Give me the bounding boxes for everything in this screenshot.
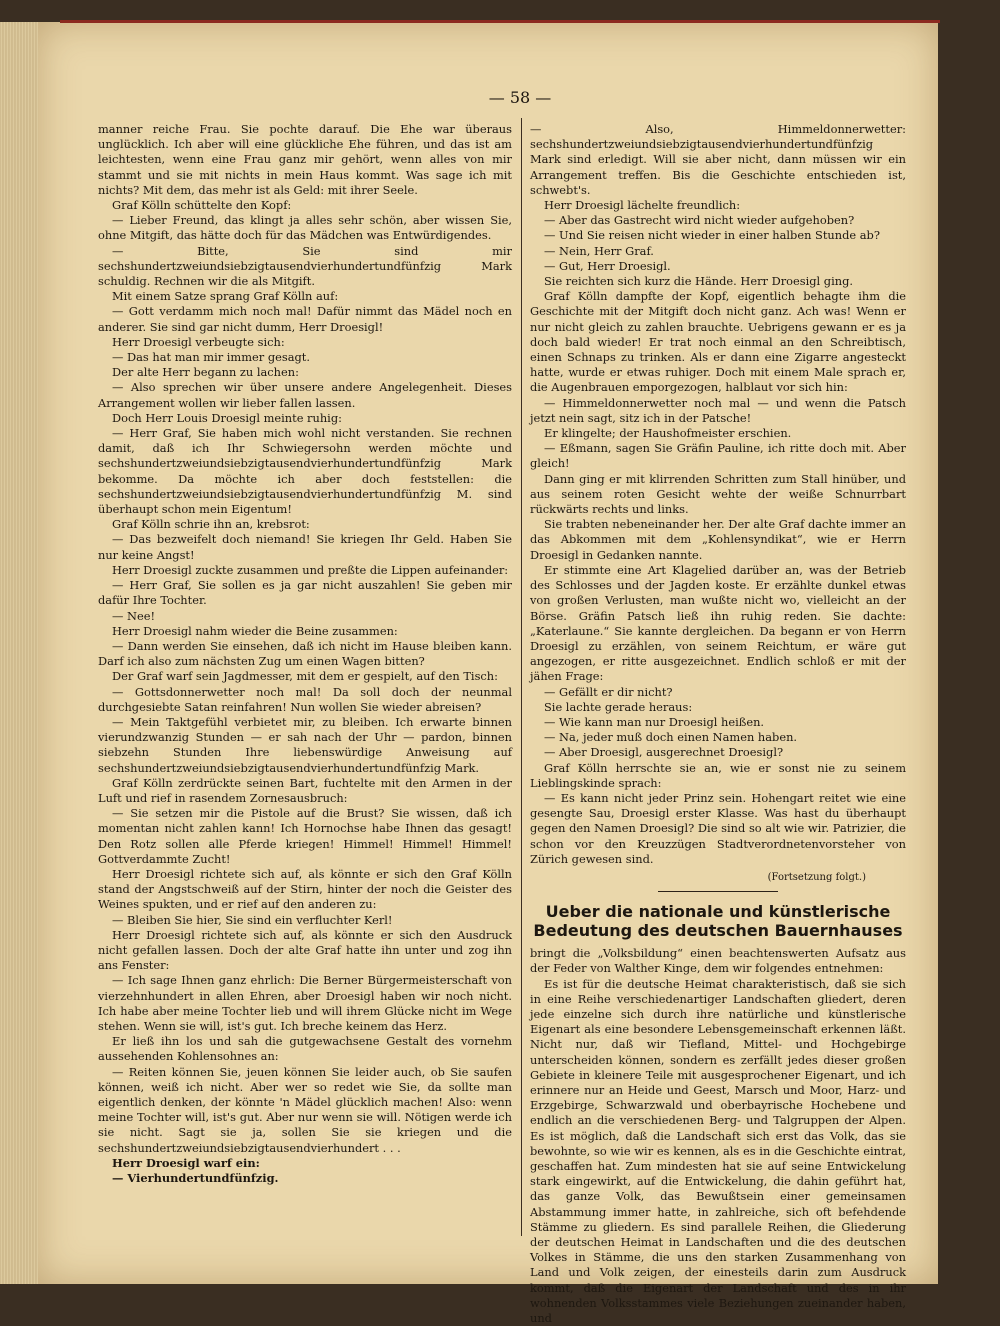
paragraph: — Das bezweifelt doch niemand! Sie kriegen Ihr Geld. Haben Sie nur keine Angst! bbox=[98, 532, 512, 562]
paragraph: — Also sprechen wir über unsere andere Angelegenheit. Dieses Arrangement wollen wir lieber fallen lassen. bbox=[98, 380, 512, 410]
paragraph: Der Graf warf sein Jagdmesser, mit dem er gespielt, auf den Tisch: bbox=[112, 669, 498, 684]
paragraph: — Na, jeder muß doch einen Namen haben. bbox=[544, 730, 798, 745]
paragraph: — Nein, Herr Graf. bbox=[544, 243, 654, 258]
paragraph: — Eßmann, sagen Sie Gräfin Pauline, ich ritte doch mit. Aber gleich! bbox=[530, 441, 906, 471]
paragraph: — Gottsdonnerwetter noch mal! Da soll doch der neunmal durchgesiebte Satan reinfahren! Nun wollen Sie wieder abreisen? bbox=[98, 684, 512, 714]
paragraph: Graf Kölln herrschte sie an, wie er sonst nie zu seinem Lieblingskinde sprach: bbox=[530, 760, 906, 790]
paragraph: manner reiche Frau. Sie pochte darauf. Die Ehe war überaus unglücklich. Ich aber will eine glückliche Ehe führen, und das ist am leichtesten, wenn eine Frau ganz mir gehört, wenn alles von mir stammt und sie mit nichts in mein Haus kommt. Was sage ich mit nichts? Mit dem, das mehr ist als Geld: mit ihrer Seele. bbox=[98, 122, 512, 197]
paragraph: — Es kann nicht jeder Prinz sein. Hohengart reitet wie eine gesengte Sau, Droesigl erster Klasse. Was hast du überhaupt gegen den Namen Droesigl? Die sind so alt wie wir. Patrizier, die schon vor den Kreuzzügen Stadtverordnetenvorsteher von Zürich gewesen sind. bbox=[530, 790, 906, 866]
paragraph: — Das hat man mir immer gesagt. bbox=[112, 350, 310, 365]
right-column bbox=[530, 122, 906, 1326]
paragraph: — Bleiben Sie hier, Sie sind ein verfluchter Kerl! bbox=[112, 912, 393, 927]
paragraph: — Sie setzen mir die Pistole auf die Brust? Sie wissen, daß ich momentan nicht zahlen kann! Ich Hornochse habe Ihnen das gesagt! Den Rotz sollen alle Pferde kriegen! Himmel! Himmel! Himmel! Gottverdammte Zucht! bbox=[98, 806, 512, 866]
paragraph: Er klingelte; der Haushofmeister erschien. bbox=[544, 426, 792, 441]
left-column bbox=[98, 122, 512, 1186]
paragraph: Dann ging er mit klirrenden Schritten zum Stall hinüber, und aus seinem roten Gesicht wehte der weiße Schnurrbart rückwärts rechts und links. bbox=[530, 471, 906, 517]
paragraph: Es ist für die deutsche Heimat charakteristisch, daß sie sich in eine Reihe verschiedenartiger Landschaften gliedert, deren jede einzelne sich durch ihre natürliche und künstlerische Eigenart als eine besondere Lebensgemeinschaft erkennen läßt. Nicht nur, daß wir Tiefland, Mittel- und Hochgebirge unterscheiden können, sondern es zerfällt jedes dieser großen Gebiete in kleinere Teile mit ausgesprochener Eigenart, und ich erinnere nur an Heide und Geest, Marsch und Moor, Harz- und Erzgebirge, Schwarzwald und oberbayrische Hochebene und endlich an die verschiedenen Berg- und Talgruppen der Alpen. Es ist möglich, daß die Landschaft sich erst das Volk, das sie bewohnte, so wie wir es kennen, als es in die Geschichte eintrat, geschaffen hat. Zum mindesten hat sie auf seine Entwickelung stark eingewirkt, auf die Entwickelung, die dahin geführt hat, das ganze Volk, das Bewußtsein einer gemeinsamen Abstammung immer hatte, in zahlreiche, sich oft befehdende Stämme zu gliedern. Es sind parallele Reihen, die Gliederung der deutschen Heimat in Landschaften und die des deutschen Volkes in Stämme, die uns den starken Zusammenhang von Land und Volk zeigen, der einesteils darin zum Ausdruck kommt, daß die Eigenart der Landschaft und des in ihr wohnenden Volksstammes viele Beziehungen zueinander haben, und bbox=[530, 976, 906, 1326]
paragraph: — Gott verdamm mich noch mal! Dafür nimmt das Mädel noch en anderer. Sie sind gar nicht dumm, Herr Droesigl! bbox=[98, 304, 512, 334]
continuation-note: (Fortsetzung folgt.) bbox=[767, 871, 866, 883]
paragraph: — Himmeldonnerwetter noch mal — und wenn die Patsch jetzt nein sagt, sitz ich in der Patsche! bbox=[530, 395, 906, 425]
paragraph: — Nee! bbox=[112, 608, 156, 623]
paragraph: — Und Sie reisen nicht wieder in einer halben Stunde ab? bbox=[544, 228, 880, 243]
paragraph: Herr Droesigl lächelte freundlich: bbox=[544, 198, 741, 213]
binding-edge bbox=[60, 20, 940, 23]
paragraph: Graf Kölln schüttelte den Kopf: bbox=[112, 198, 292, 213]
paragraph: — Gut, Herr Droesigl. bbox=[544, 258, 671, 273]
paragraph: — Aber Droesigl, ausgerechnet Droesigl? bbox=[544, 745, 784, 760]
paragraph: Mit einem Satze sprang Graf Kölln auf: bbox=[112, 289, 339, 304]
paragraph: Sie trabten nebeneinander her. Der alte Graf dachte immer an das Abkommen mit dem „Kohlensyndikat“, wie er Herrn Droesigl in Gedanken nannte. bbox=[530, 517, 906, 562]
column-divider bbox=[521, 118, 522, 1236]
page-number: — 58 — bbox=[488, 88, 552, 107]
paragraph: — Vierhundertundfünfzig. bbox=[112, 1171, 279, 1186]
section-rule bbox=[658, 891, 778, 892]
paragraph: — Wie kann man nur Droesigl heißen. bbox=[544, 714, 765, 729]
paragraph: — Also, Himmeldonnerwetter: sechshundertzweiundsiebzigtausendvierhundertundfünfzig Mark sind erledigt. Will sie aber nicht, dann müssen wir ein Arrangement treffen. Bis die Geschichte entschieden ist, schwebt's. bbox=[530, 122, 906, 197]
paragraph: Sie reichten sich kurz die Hände. Herr Droesigl ging. bbox=[544, 274, 853, 289]
paragraph: — Gefällt er dir nicht? bbox=[544, 684, 673, 699]
paragraph: — Herr Graf, Sie haben mich wohl nicht verstanden. Sie rechnen damit, daß ich Ihr Schwiegersohn werden möchte und sechshundertzweiundsiebzigtausendvierhundertundfünfzig Mark bekomme. Da möchte ich aber doch feststellen: die sechshundertzweiundsiebzigtausendvierhundertundfünfzig M. sind überhaupt schon mein Eigentum! bbox=[98, 426, 512, 517]
paragraph: — Mein Taktgefühl verbietet mir, zu bleiben. Ich erwarte binnen vierundzwanzig Stunden — er sah nach der Uhr — pardon, binnen siebzehn Stunden Ihre liebenswürdige Anweisung auf sechshundertzweiundsiebzigtausendvierhundertundfünfzig Mark. bbox=[98, 714, 512, 775]
paragraph: bringt die „Volksbildung“ einen beachtenswerten Aufsatz aus der Feder von Walther Kinge, dem wir folgendes entnehmen: bbox=[530, 946, 906, 976]
paragraph: — Lieber Freund, das klingt ja alles sehr schön, aber wissen Sie, ohne Mitgift, das hätte doch für das Mädchen was Entwürdigendes. bbox=[98, 213, 512, 243]
paragraph: Herr Droesigl warf ein: bbox=[112, 1155, 260, 1170]
paragraph: Er ließ ihn los und sah die gutgewachsene Gestalt des vornehm aussehenden Kohlensohnes an: bbox=[98, 1034, 512, 1064]
paragraph: — Reiten können Sie, jeuen können Sie leider auch, ob Sie saufen können, weiß ich nicht. Aber wer so redet wie Sie, da sollte man eigentlich denken, der könnte 'n Mädel glücklich machen! Also: wenn meine Tochter will, ist's gut. Aber nur wenn sie will. Nötigen werde ich sie nicht. Sagt sie ja, sollen Sie sie kriegen und die sechshundertzweiundsiebzigtausendvierhundert . . . bbox=[98, 1064, 512, 1155]
paragraph: Sie lachte gerade heraus: bbox=[544, 699, 693, 714]
paragraph: Der alte Herr begann zu lachen: bbox=[112, 365, 299, 380]
paragraph: — Ich sage Ihnen ganz ehrlich: Die Berner Bürgermeisterschaft von vierzehnhundert in allen Ehren, aber Droesigl haben wir noch nicht. Ich habe aber meine Tochter lieb und will ihrem Glücke nicht im Wege stehen. Wenn sie will, ist's gut. Ich breche keinem das Herz. bbox=[98, 973, 512, 1033]
paragraph: Graf Kölln dampfte der Kopf, eigentlich behagte ihm die Geschichte mit der Mitgift doch nicht ganz. Ach was! Wenn er nur nicht gleich zu zahlen brauchte. Uebrigens gewann er es ja doch bald wieder! Er trat noch einmal an den Schreibtisch, einen Schnaps zu trinken. Als er dann eine Zigarre angesteckt hatte, wurde er etwas ruhiger. Doch mit einem Male sprach er, die Augenbrauen emporgezogen, halblaut vor sich hin: bbox=[530, 289, 906, 395]
paragraph: — Aber das Gastrecht wird nicht wieder aufgehoben? bbox=[544, 213, 855, 228]
article-title: Ueber die nationale und künstlerische Bedeutung des deutschen Bauernhauses bbox=[533, 902, 903, 941]
paragraph: Herr Droesigl richtete sich auf, als könnte er sich den Ausdruck nicht gefallen lassen. Doch der alte Graf hatte ihn unter und zog ihn ans Fenster: bbox=[98, 927, 512, 973]
paragraph: — Herr Graf, Sie sollen es ja gar nicht auszahlen! Sie geben mir dafür Ihre Tochter. bbox=[98, 578, 512, 608]
paragraph: Doch Herr Louis Droesigl meinte ruhig: bbox=[112, 410, 342, 425]
page-edge bbox=[0, 22, 38, 1284]
paragraph: Herr Droesigl nahm wieder die Beine zusammen: bbox=[112, 623, 398, 638]
paragraph: Herr Droesigl zuckte zusammen und preßte die Lippen aufeinander: bbox=[112, 562, 509, 577]
paragraph: — Dann werden Sie einsehen, daß ich nicht im Hause bleiben kann. Darf ich also zum nächsten Zug um einen Wagen bitten? bbox=[98, 638, 512, 669]
paragraph: Herr Droesigl richtete sich auf, als könnte er sich den Graf Kölln stand der Angstschweiß auf der Stirn, hinter der noch die Geister des Weines spukten, und er rief auf den anderen zu: bbox=[98, 866, 512, 912]
paragraph: — Bitte, Sie sind mir sechshundertzweiundsiebzigtausendvierhundertundfünfzig Mark schuldig. Rechnen wir die als Mitgift. bbox=[98, 243, 512, 289]
paragraph: Graf Kölln schrie ihn an, krebsrot: bbox=[112, 517, 310, 532]
paragraph: Herr Droesigl verbeugte sich: bbox=[112, 334, 285, 349]
paragraph: Graf Kölln zerdrückte seinen Bart, fuchtelte mit den Armen in der Luft und rief in rasendem Zornesausbruch: bbox=[98, 775, 512, 805]
paragraph: Er stimmte eine Art Klagelied darüber an, was der Betrieb des Schlosses und der Jagden koste. Er erzählte dunkel etwas von großen Verlusten, man wußte nicht wo, vielleicht an der Börse. Gräfin Patsch ließ ihn ruhig reden. Sie dachte: „Katerlaune.“ Sie kannte dergleichen. Da begann er von Herrn Droesigl zu erzählen, von seinem Reichtum, er wäre gut angezogen, er ritte ausgezeichnet. Endlich schloß er mit der jähen Frage: bbox=[530, 562, 906, 684]
